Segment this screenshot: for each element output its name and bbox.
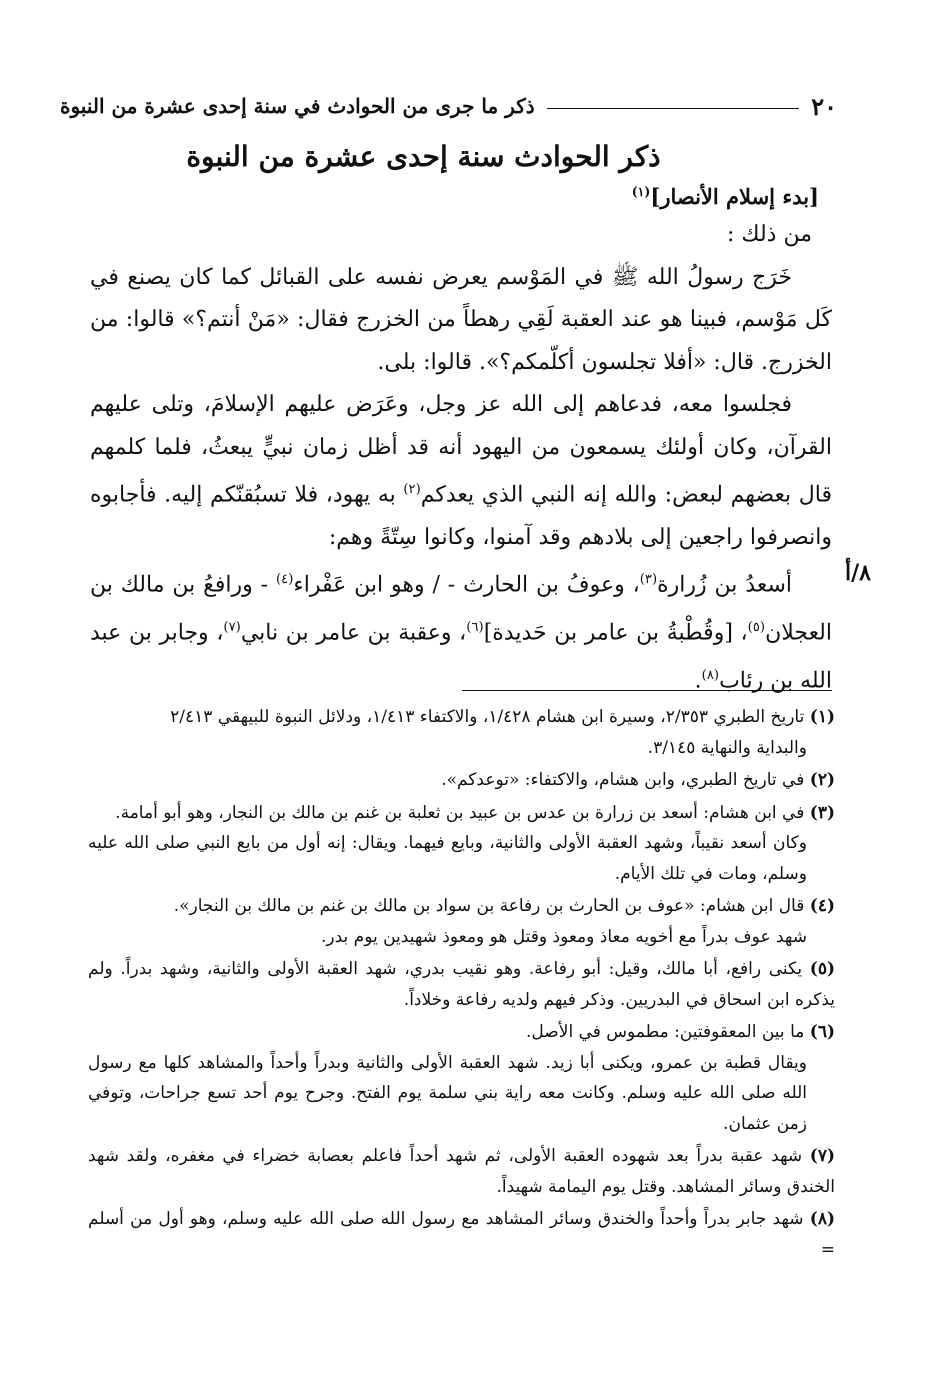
footnote-ref: (٧)	[223, 620, 241, 636]
paragraph-2-part-a: فجلسوا معه، فدعاهم إلى الله عز وجل، وعَرَض عليهم الإسلامَ، وتلى عليهم القرآن، وكان أولئك يسمعون من اليهود أنه قد أظل زمان نبيٍّ يبعثُ، فلما كلمهم قال بعضهم لبعض: والله إنه النبي الذي يعدكم	[90, 392, 832, 508]
footnote-number: (٧)	[809, 1146, 835, 1166]
footnote-ref: (٣)	[639, 572, 658, 588]
running-header	[60, 86, 837, 126]
name-text: ، [وقُطْبةُ بن عامر بن حَديدة]	[483, 620, 748, 646]
manuscript-folio-note: ٨/أ	[845, 560, 871, 586]
footnote-number: (٤)	[809, 896, 835, 916]
footnote-text: شهد عقبة بدراً بعد شهوده العقبة الأولى، ثم شهد أحداً فاعلم بعصابة خضراء في مغفره، ولقد شهد الخندق وسائر المشاهد. وقتل يوم اليمامة شهيداً.	[88, 1146, 835, 1197]
section-heading-text: [بدء إسلام الأنصار]	[650, 184, 819, 209]
name-text: ، وعقبة بن عامر بن نابي	[240, 620, 467, 646]
footnote-text: في ابن هشام: أسعد بن زرارة بن عدس بن عبيد بن ثعلبة بن غنم بن مالك بن النجار، وهو أبو أمامة.	[115, 802, 805, 823]
footnote-ref: (٥)	[747, 620, 766, 636]
footnote-number: (٢)	[809, 770, 835, 790]
footnote-text: يكنى رافع، أبا مالك، وقيل: أبو رفاعة. وهو نقيب بدري، شهد العقبة الأولى والثانية، وشهد بدراً. ولم يذكره ابن اسحاق في البدريين. وذكر فيهم ولديه رفاعة وخلاداً.	[88, 959, 835, 1010]
footnote-number: (٨)	[809, 1209, 835, 1229]
running-title: ذكر ما جرى من الحوادث في سنة إحدى عشرة من النبوة	[60, 94, 535, 118]
footnote-text: ما بين المعقوفتين: مطموس في الأصل.	[526, 1022, 805, 1042]
footnote-ref: (٢)	[403, 482, 421, 497]
footnote-number: (١)	[809, 707, 835, 727]
footnote-number: (٦)	[809, 1022, 835, 1042]
footnote-continuation: والبداية والنهاية ٣/١٤٥.	[647, 737, 807, 758]
paragraph-3	[90, 559, 832, 702]
footnote	[88, 891, 835, 952]
name-text: ، وعوفُ بن الحارث - / وهو ابن عَفْراء	[293, 572, 640, 598]
footnote	[88, 798, 835, 890]
footnote	[88, 1017, 835, 1139]
footnote-continuation: وكان أسعد نقيباً، وشهد العقبة الأولى والثانية، وبايع فيهما. ويقال: إنه أول من بايع النبي صلى الله عليه وسلم، ومات في تلك الأيام.	[88, 833, 807, 884]
footnote-text: قال ابن هشام: «عوف بن الحارث بن رفاعة بن سواد بن مالك بن غنم بن مالك بن النجار».	[173, 896, 805, 916]
footnote-ref: (٦)	[466, 620, 484, 636]
name-text: ، وجابر بن عبد الله بن رئاب	[90, 620, 832, 694]
footnote-ref: (٨)	[701, 667, 720, 683]
footnote	[88, 1141, 835, 1202]
name-text: أسعدُ بن زُرارة	[657, 572, 792, 598]
footnote-text: تاريخ الطبري ٢/٣٥٣، وسيرة ابن هشام ١/٤٢٨، والاكتفاء ١/٤١٣، ودلائل النبوة للبيهقي ٢/٤١٣	[170, 707, 805, 727]
footnote-continuation: ويقال قطبة بن عمرو، ويكنى أبا زيد. شهد العقبة الأولى والثانية وبدراً وأحداً والمشاهد كلها مع رسول الله صلى الله عليه وسلم. وكانت معه راية بني سلمة يوم الفتح. وجرح يوم أحد تسع جراحات، وتوفي زمن عثمان.	[88, 1052, 807, 1134]
footnote	[88, 702, 835, 763]
footnote-separator	[462, 690, 832, 691]
section-heading	[632, 184, 819, 209]
chapter-title: ذكر الحوادث سنة إحدى عشرة من النبوة	[186, 140, 661, 173]
main-text	[90, 214, 832, 703]
footnote-ref: (١)	[631, 184, 651, 199]
page-number: ٢٠	[811, 91, 837, 121]
paragraph-1: خَرَج رسولُ الله ﷺ في المَوْسم يعرض نفسه على القبائل كما كان يصنع في كَل مَوْسم، فبينا هو عند العقبة لَقِي رهطاً من الخزرج فقال: «مَنْ أنتم؟» قالوا: من الخزرج. قال: «أفلا تجلسون أكلّمكم؟». قالوا: بلى.	[90, 264, 832, 375]
footnote-continuation: شهد عوف بدراً مع أخويه معاذ ومعوذ وقتل هو ومعوذ شهيدين يوم بدر.	[321, 926, 807, 947]
name-text: - ورافعُ بن مالك بن العجلان	[90, 572, 832, 646]
name-text: .	[694, 668, 702, 694]
footnotes	[88, 702, 835, 1267]
footnote	[88, 765, 835, 796]
header-rule	[547, 108, 800, 109]
footnote-text: شهد جابر بدراً وأحداً والخندق وسائر المشاهد مع رسول الله صلى الله عليه وسلم، وهو أول من أسلم =	[88, 1209, 835, 1260]
footnote	[88, 954, 835, 1015]
paragraph-intro: من ذلك :	[727, 222, 812, 247]
footnote-text: في تاريخ الطبري، وابن هشام، والاكتفاء: «توعدكم».	[441, 770, 805, 790]
paragraph-2-part-b: به يهود، فلا تسبُقنّكم إليه. فأجابوه وانصرفوا راجعين إلى بلادهم وقد آمنوا، وكانوا سِتّةً وهم:	[90, 482, 832, 550]
paragraph-2	[90, 384, 832, 559]
footnote-ref: (٤)	[275, 572, 294, 588]
footnote-number: (٣)	[809, 802, 835, 823]
footnote-number: (٥)	[809, 959, 835, 979]
footnote	[88, 1204, 835, 1265]
